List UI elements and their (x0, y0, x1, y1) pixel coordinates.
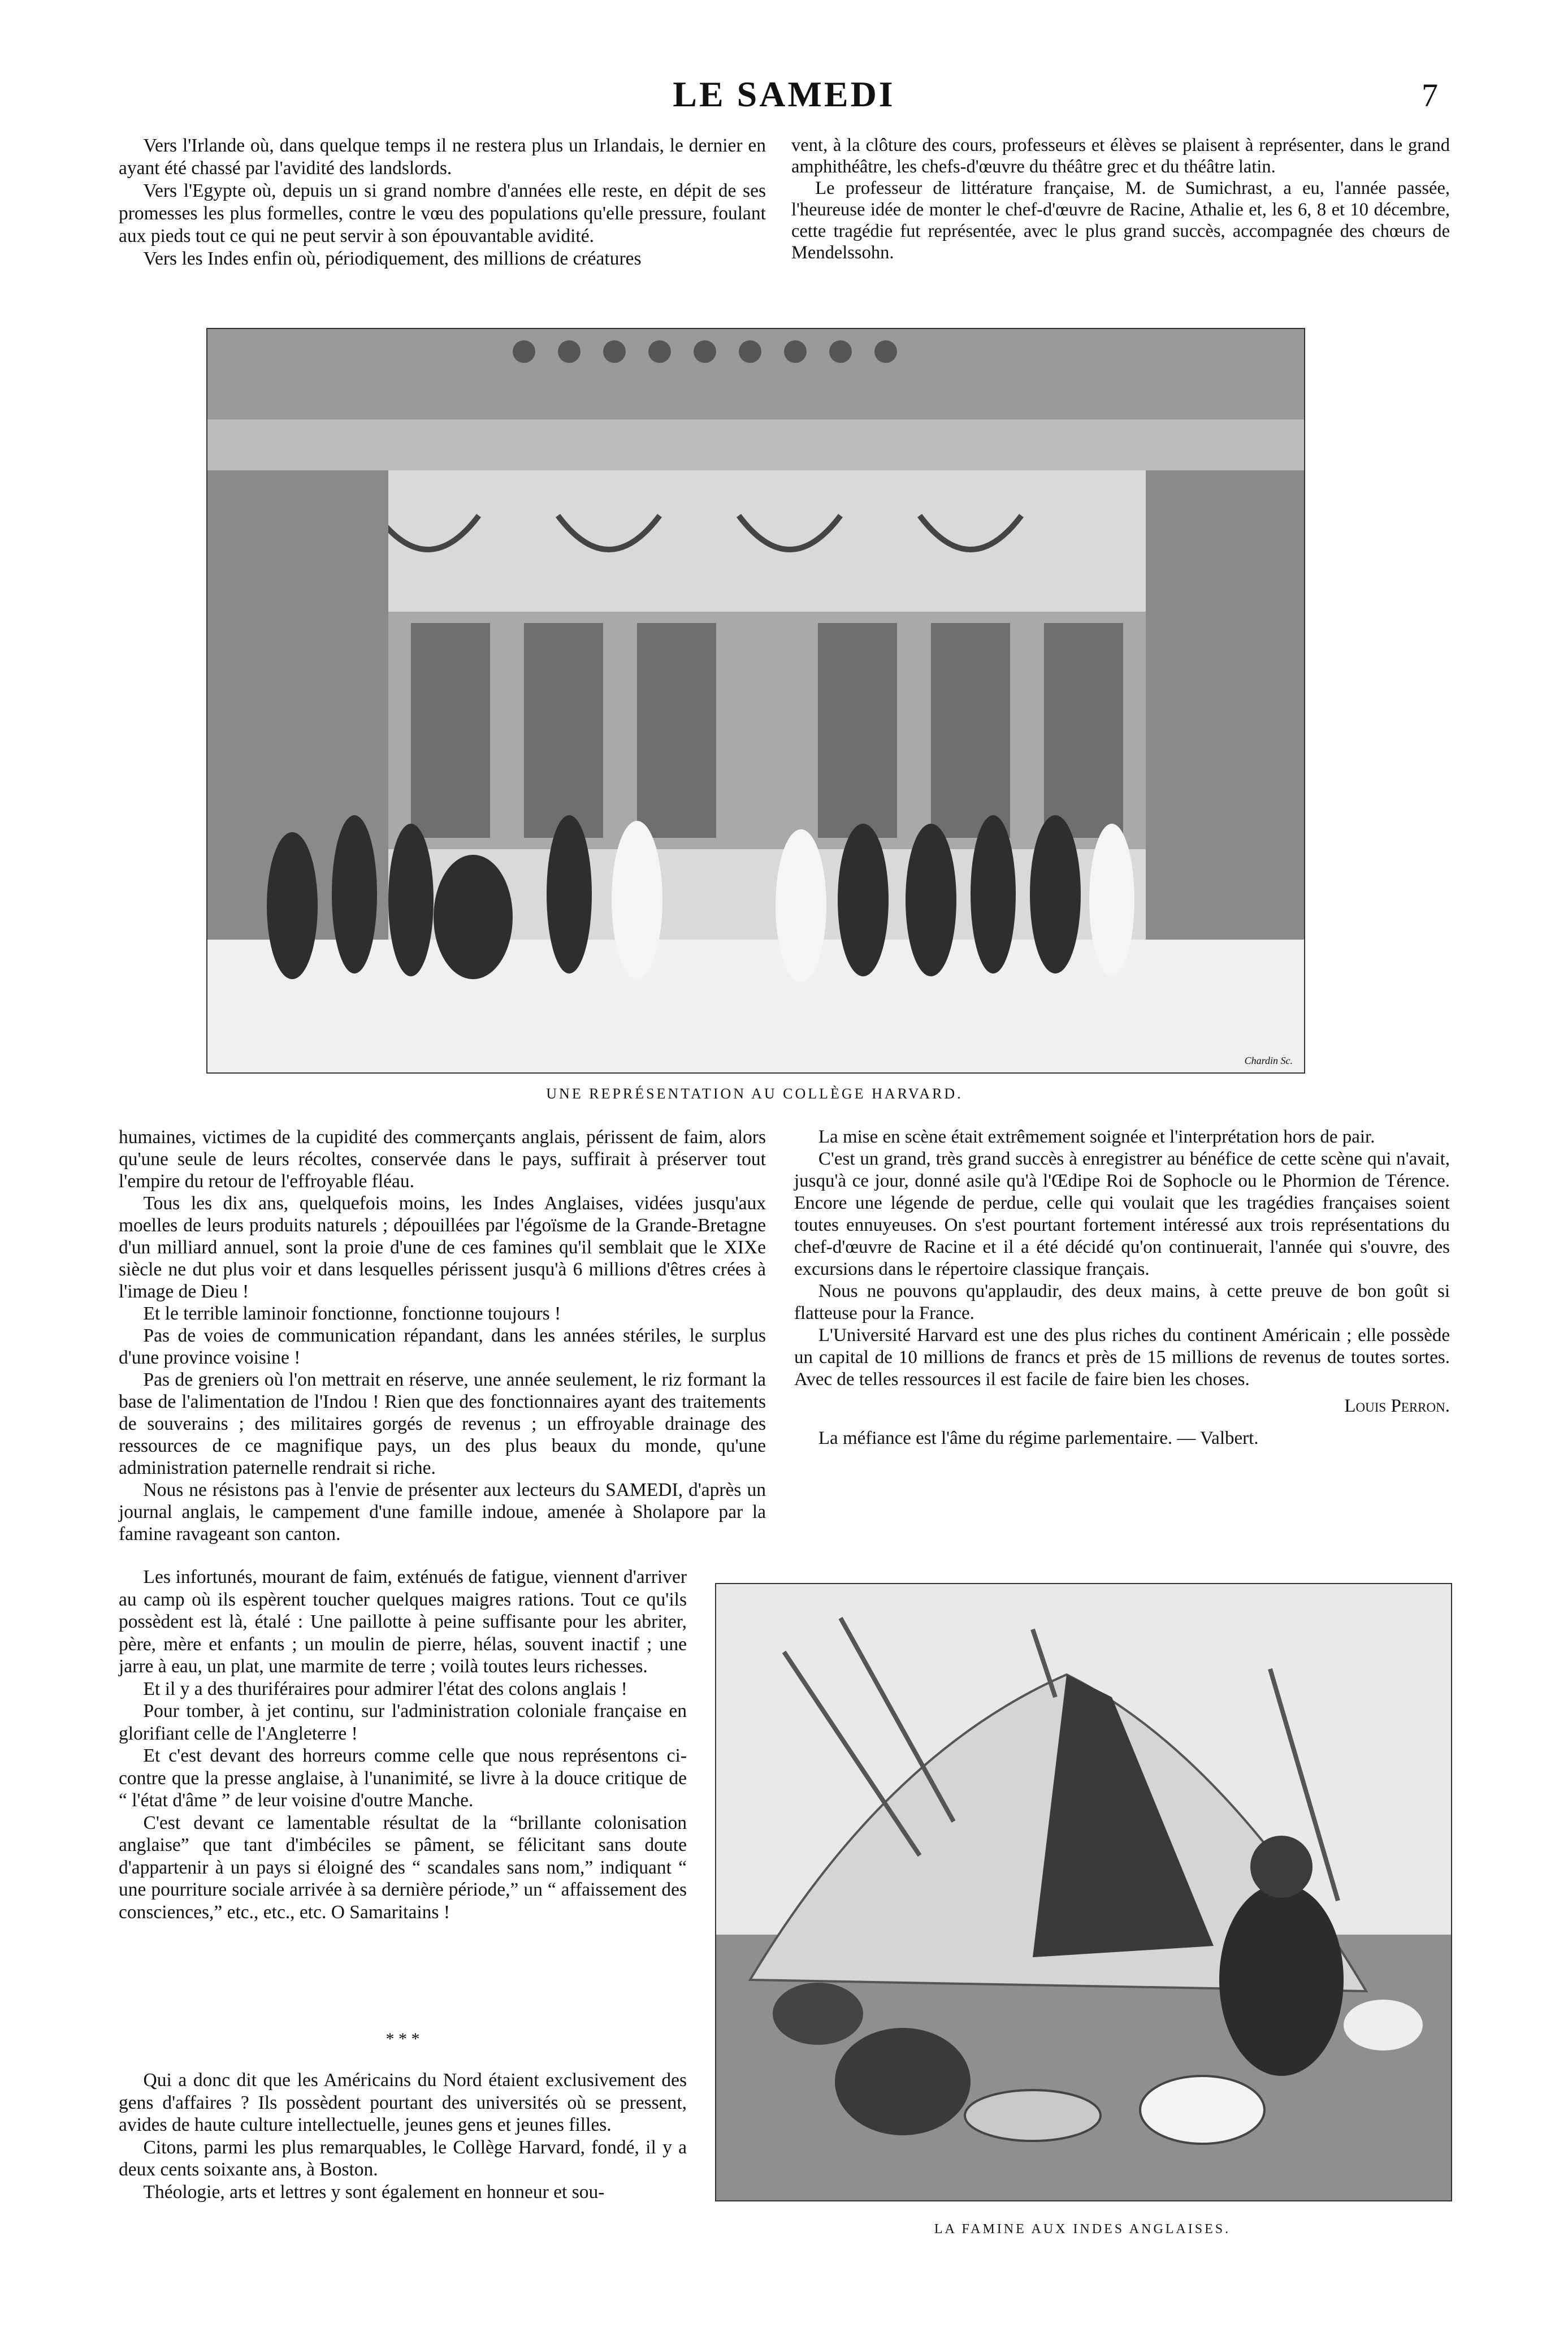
paragraph: Vers l'Irlande où, dans quelque temps il ne restera plus un Irlandais, le dernier en ayant été chassé par l'avidité des landslords. (119, 135, 766, 179)
paragraph: C'est un grand, très grand succès à enregistrer au bénéfice de cette scène qui n'avait, jusqu'à ce jour, donné asile qu'à l'Œdipe Roi de Sophocle ou le Phormion de Térence. Encore une légende de perdue, celle qui voulait que les tragédies françaises soient toutes ennuyeuses. On s'est pourtant fortement intéressé aux trois représentations du chef-d'œuvre de Racine et il a été décidé qu'on continuerait, l'année qui s'ouvre, des excursions dans le répertoire classique français. (794, 1149, 1450, 1279)
paragraph: Nous ne résistons pas à l'envie de présenter aux lecteurs du SAMEDI, d'après un journal anglais, le campement d'une famille indoue, amenée à Sholapore par la famine ravageant son canton. (119, 1480, 766, 1545)
paragraph: Les infortunés, mourant de faim, exténués de fatigue, viennent d'arriver au camp où ils espèrent toucher quelques maigres rations. Tout ce qu'ils possèdent est là, étalé : Une paillotte à peine suffisante pour les abriter, père, mère et enfants ; un moulin de pierre, hélas, souvent inactif ; une jarre à eau, un plat, une marmite de terre ; voilà toutes leurs richesses. (119, 1567, 687, 1677)
paragraph: humaines, victimes de la cupidité des commerçants anglais, périssent de faim, alors qu'une seule de leurs récoltes, conservée dans le pays, suffirait à préserver tout l'empire du retour de l'effroyable fléau. (119, 1127, 766, 1192)
paragraph: vent, à la clôture des cours, professeurs et élèves se plaisent à représenter, dans le grand amphithéâtre, les chefs-d'œuvre du théâtre grec et du théâtre latin. (791, 135, 1450, 177)
paragraph: Tous les dix ans, quelquefois moins, les Indes Anglaises, vidées jusqu'aux moelles de leurs produits naturels ; dépouillées par l'égoïsme de la Grande-Bretagne d'un milliard annuel, sont la proie d'une de ces famines qu'il semblait que le XIXe siècle ne dut plus voir et dans lesquelles périssent jusqu'à 6 millions d'êtres crées à l'image de Dieu ! (119, 1193, 766, 1302)
paragraph: Pas de greniers où l'on mettrait en réserve, une année seulement, le riz formant la base de l'alimentation de l'Indou ! Rien que des fonctionnaires ayant des traitements de souverains ; des militaires gorgés de revenus ; un effroyable drainage des ressources de ce magnifique pays, un des plus beaux du monde, qu'une administration paternelle rendrait si riche. (119, 1369, 766, 1478)
harvard-performance-illustration (206, 328, 1305, 1074)
stage-scene-image (207, 329, 1304, 1072)
famine-camp-image (716, 1584, 1451, 2200)
paragraph: Théologie, arts et lettres y sont également en honneur et sou- (143, 2181, 605, 2203)
quote: La méfiance est l'âme du régime parlementaire. — Valbert. (818, 1428, 1259, 1448)
page-number: 7 (1422, 77, 1438, 114)
paragraph: Citons, parmi les plus remarquables, le Collège Harvard, fondé, il y a deux cents soixante ans, à Boston. (119, 2136, 687, 2180)
paragraph: Le professeur de littérature française, M. de Sumichrast, a eu, l'année passée, l'heureuse idée de monter le chef-d'œuvre de Racine, Athalie et, les 6, 8 et 10 décembre, cette tragédie fut représentée, avec le plus grand succès, accompagnée des chœurs de Mendelssohn. (791, 178, 1450, 263)
top-illustration-caption: UNE REPRÉSENTATION AU COLLÈGE HARVARD. (546, 1085, 963, 1102)
middle-left-column (119, 1126, 766, 1545)
top-right-column (791, 135, 1450, 263)
paragraph: Qui a donc dit que les Américains du Nord étaient exclusivement des gens d'affaires ? Ils possèdent pourtant des universités où se pressent, avides de haute culture intellectuelle, jeunes gens et jeunes filles. (119, 2070, 687, 2135)
paragraph: Vers les Indes enfin où, périodiquement, des millions de créatures (143, 248, 642, 269)
paragraph: La mise en scène était extrêmement soignée et l'interprétation hors de pair. (818, 1127, 1375, 1147)
section-dinkus: * * * (385, 2030, 420, 2048)
author-signature: Louis Perron. (1344, 1396, 1450, 1416)
lower-left-column (119, 1566, 687, 1923)
middle-right-column (794, 1126, 1450, 1450)
paragraph: C'est devant ce lamentable résultat de la “brillante colonisation anglaise” que tant d'imbéciles se pâment, se félicitant sans doute d'appartenir à un pays si éloigné des “ scandales sans nom,” indiquant “ une pourriture sociale arrivée à sa dernière période,” un “ affaissement des consciences,” etc., etc., etc. O Samaritains ! (119, 1812, 687, 1923)
newspaper-title: LE SAMEDI (673, 74, 895, 114)
engraver-signature: Chardin Sc. (1244, 1055, 1293, 1066)
paragraph: Et le terrible laminoir fonctionne, fonctionne toujours ! (143, 1303, 561, 1324)
bottom-illustration-caption: LA FAMINE AUX INDES ANGLAISES. (934, 2222, 1231, 2236)
paragraph: Vers l'Egypte où, depuis un si grand nombre d'années elle reste, en dépit de ses promesses les plus formelles, contre le vœu des populations qu'elle pressure, foulant aux pieds tout ce qui ne peut servir à son épouvantable avidité. (119, 180, 766, 246)
paragraph: Pas de voies de communication répandant, dans les années stériles, le surplus d'une province voisine ! (119, 1325, 766, 1368)
paragraph: Et c'est devant des horreurs comme celle que nous représentons ci-contre que la presse anglaise, à l'unanimité, se livre à la douce critique de “ l'état d'âme ” de leur voisine d'outre Manche. (119, 1745, 687, 1811)
top-left-column (119, 135, 766, 270)
paragraph: Pour tomber, à jet continu, sur l'administration coloniale française en glorifiant celle de l'Angleterre ! (119, 1701, 687, 1744)
paragraph: L'Université Harvard est une des plus riches du continent Américain ; elle possède un capital de 10 millions de francs et près de 15 millions de revenus de toutes sortes. Avec de telles ressources il est facile de faire bien les choses. (794, 1325, 1450, 1390)
paragraph: Nous ne pouvons qu'applaudir, des deux mains, à cette preuve de bon goût si flatteuse pour la France. (794, 1281, 1450, 1323)
famine-photograph (715, 1583, 1452, 2201)
bottom-left-column (119, 2069, 687, 2203)
paragraph: Et il y a des thuriféraires pour admirer l'état des colons anglais ! (143, 1678, 627, 1699)
